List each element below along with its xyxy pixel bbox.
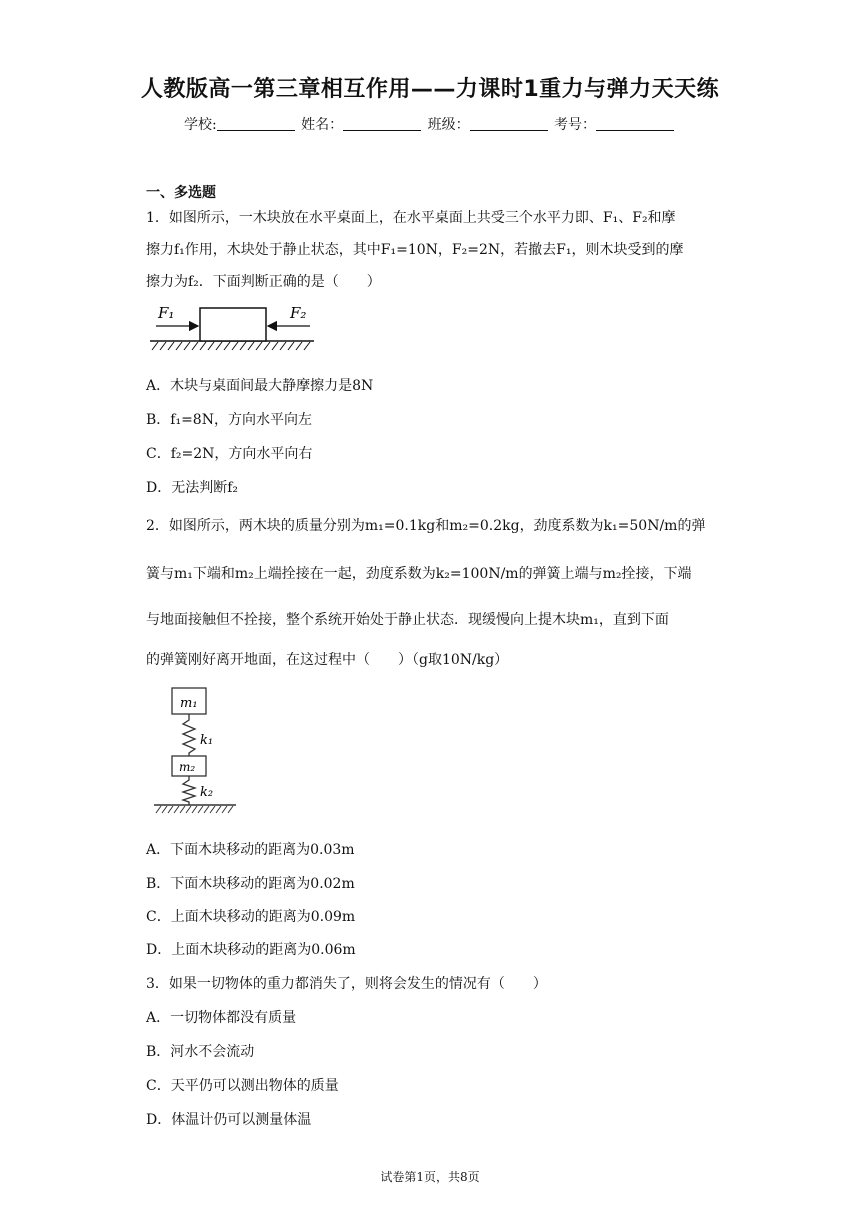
- q2-spring-figure: [150, 684, 240, 824]
- q2-option-d: D．上面木块移动的距离为0.06m: [146, 942, 356, 958]
- exam-no-blank[interactable]: [596, 116, 674, 131]
- block-m2-label: m₂: [179, 760, 196, 774]
- ground-hatch: [152, 342, 310, 350]
- q2-stem-line-3: 与地面接触但不拴接，整个系统开始处于静止状态．现缓慢向上提木块m₁，直到下面: [146, 612, 669, 628]
- q1-option-a: A．木块与桌面间最大静摩擦力是8N: [146, 378, 374, 394]
- q2-stem-line-2: 簧与m₁下端和m₂上端拴接在一起，劲度系数为k₂=100N/m的弹簧上端与m₂拴接，下端: [146, 566, 692, 582]
- school-label: 学校:: [183, 117, 217, 133]
- q1-stem-line-1: 1．如图所示，一木块放在水平桌面上，在水平桌面上共受三个水平力即、F₁、F₂和摩: [146, 210, 676, 226]
- block-m1-label: m₁: [180, 696, 198, 711]
- wood-block: [200, 308, 266, 341]
- q1-stem-line-3: 擦力为f₂．下面判断正确的是（ ）: [146, 274, 381, 290]
- name-label: 姓名：: [301, 117, 344, 133]
- q2-stem-line-1: 2．如图所示，两木块的质量分别为m₁=0.1kg和m₂=0.2kg，劲度系数为k₁=50N/m的弹: [146, 518, 706, 534]
- q1-block-figure: [146, 300, 318, 356]
- q2-option-b: B．下面木块移动的距离为0.02m: [146, 876, 355, 892]
- floor-hatch: [156, 806, 233, 813]
- q1-option-c: C．f₂=2N，方向水平向右: [146, 446, 313, 462]
- q3-option-d: D．体温计仍可以测量体温: [146, 1112, 312, 1128]
- q1-option-d: D．无法判断f₂: [146, 480, 239, 496]
- q3-option-b: B．河水不会流动: [146, 1044, 255, 1060]
- spring-k1-label: k₁: [200, 733, 214, 748]
- q2-stem-line-4: 的弹簧刚好离开地面，在这过程中（ ）（g取10N/kg）: [146, 652, 509, 668]
- q3-option-c: C．天平仍可以测出物体的质量: [146, 1078, 339, 1094]
- q3-option-a: A．一切物体都没有质量: [146, 1010, 297, 1026]
- q1-option-b: B．f₁=8N，方向水平向左: [146, 412, 312, 428]
- q2-option-a: A．下面木块移动的距离为0.03m: [146, 842, 355, 858]
- exam-no-label: 考号：: [554, 117, 597, 133]
- student-info-line: [0, 114, 860, 134]
- spring-k1: [183, 714, 195, 756]
- spring-k2-label: k₂: [200, 785, 214, 800]
- section-title: 一、多选题: [146, 185, 216, 201]
- page-title: 人教版高一第三章相互作用——力课时1重力与弹力天天练: [140, 77, 720, 102]
- spring-k2: [183, 776, 195, 805]
- q2-option-c: C．上面木块移动的距离为0.09m: [146, 909, 356, 925]
- name-blank[interactable]: [343, 116, 421, 131]
- class-label: 班级：: [427, 117, 470, 133]
- school-blank[interactable]: [217, 116, 295, 131]
- class-blank[interactable]: [470, 116, 548, 131]
- q1-stem-line-2: 擦力f₁作用，木块处于静止状态，其中F₁=10N，F₂=2N，若撤去F₁，则木块受到的摩: [146, 242, 684, 258]
- force-f1-label: F₁: [158, 304, 175, 322]
- q3-stem-line-1: 3．如果一切物体的重力都消失了，则将会发生的情况有（ ）: [146, 976, 547, 992]
- page-footer: 试卷第1页，共8页: [380, 1170, 480, 1184]
- force-f2-label: F₂: [290, 304, 307, 322]
